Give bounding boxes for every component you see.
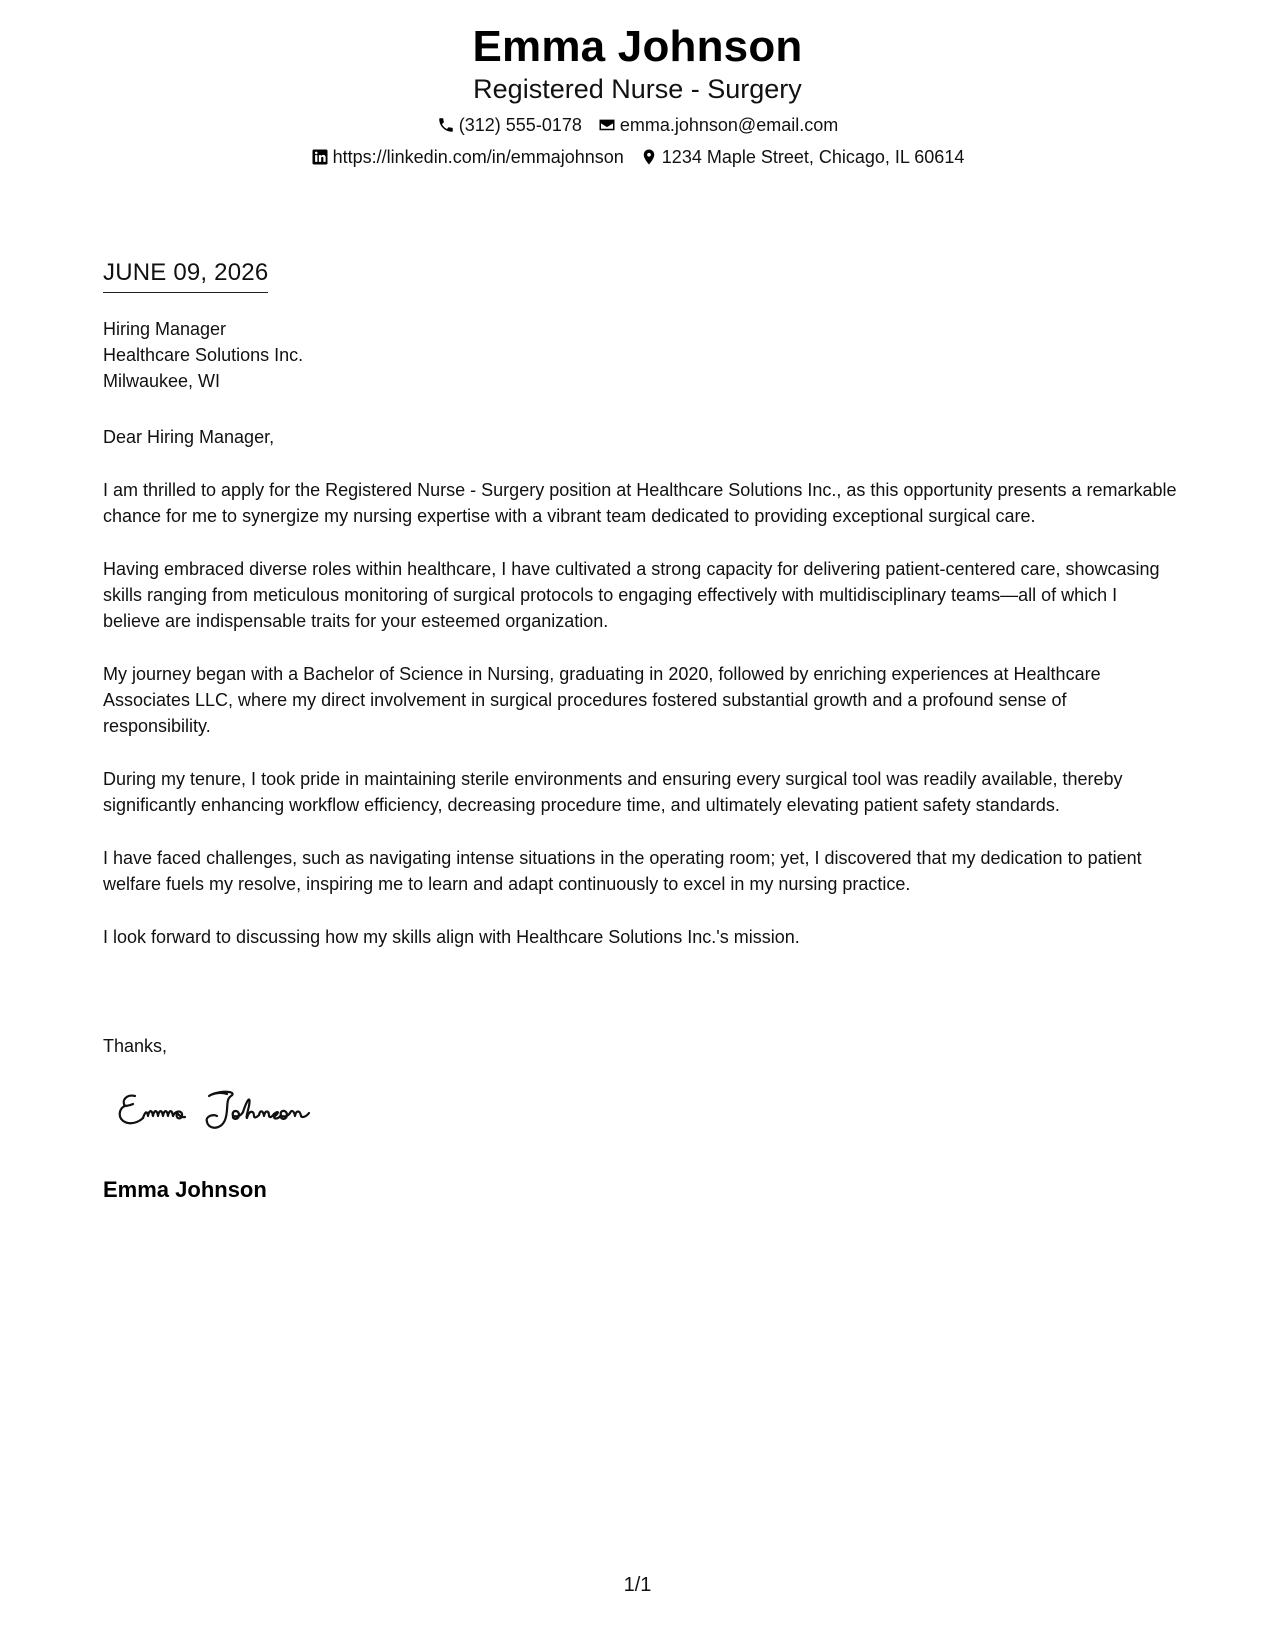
signed-name: Emma Johnson (103, 1177, 267, 1202)
letter-body (103, 424, 1178, 977)
paragraph-6: I look forward to discussing how my skills align with Healthcare Solutions Inc.'s mission. (103, 927, 800, 947)
paragraph-2: Having embraced diverse roles within healthcare, I have cultivated a strong capacity for delivering patient-centered care, showcasing skills ranging from meticulous monitoring of surgical protocols to engaging effectively with multidisciplinary teams—all of which I believe are indispensable traits for your esteemed organization. (103, 559, 1160, 631)
phone-icon (437, 116, 455, 134)
email-contact (598, 113, 838, 137)
letter-date: JUNE 09, 2026 (103, 258, 268, 293)
paragraph-3: My journey began with a Bachelor of Science in Nursing, graduating in 2020, followed by enriching experiences at Healthcare Associates LLC, where my direct involvement in surgical procedures fostered substantial growth and a profound sense of responsibility. (103, 664, 1101, 736)
linkedin-icon (311, 148, 329, 166)
contact-row-secondary (0, 145, 1275, 169)
paragraph-4: During my tenure, I took pride in maintaining sterile environments and ensuring every surgical tool was readily available, thereby significantly enhancing workflow efficiency, decreasing procedure time, and ultimately elevating patient safety standards. (103, 769, 1123, 815)
phone-number[interactable]: (312) 555-0178 (458, 115, 582, 135)
paragraph-5: I have faced challenges, such as navigating intense situations in the operating room; yet, I discovered that my dedication to patient welfare fuels my resolve, inspiring me to learn and adapt continuously to excel in my nursing practice. (103, 848, 1142, 894)
recipient-location: Milwaukee, WI (103, 371, 221, 391)
street-address: 1234 Maple Street, Chicago, IL 60614 (661, 147, 965, 167)
envelope-icon (598, 116, 616, 134)
applicant-name: Emma Johnson (472, 22, 803, 71)
applicant-role: Registered Nurse - Surgery (473, 74, 802, 104)
map-marker-icon (640, 148, 658, 166)
closing-phrase: Thanks, (103, 1036, 168, 1056)
address-contact (640, 145, 965, 169)
recipient-block (103, 316, 303, 394)
email-address[interactable]: emma.johnson@email.com (619, 115, 839, 135)
linkedin-url[interactable]: https://linkedin.com/in/emmajohnson (332, 147, 624, 167)
recipient-title: Hiring Manager (103, 319, 227, 339)
salutation: Dear Hiring Manager, (103, 427, 275, 447)
recipient-company: Healthcare Solutions Inc. (103, 345, 304, 365)
signature-image (113, 1082, 353, 1138)
phone-contact (437, 113, 582, 137)
paragraph-1: I am thrilled to apply for the Registered Nurse - Surgery position at Healthcare Solutions Inc., as this opportunity presents a remarkable chance for me to synergize my nursing expertise with a vibrant team dedicated to providing exceptional surgical care. (103, 480, 1177, 526)
page-number: 1/1 (623, 1574, 652, 1596)
contact-row-primary (0, 113, 1275, 137)
linkedin-contact (311, 145, 624, 169)
